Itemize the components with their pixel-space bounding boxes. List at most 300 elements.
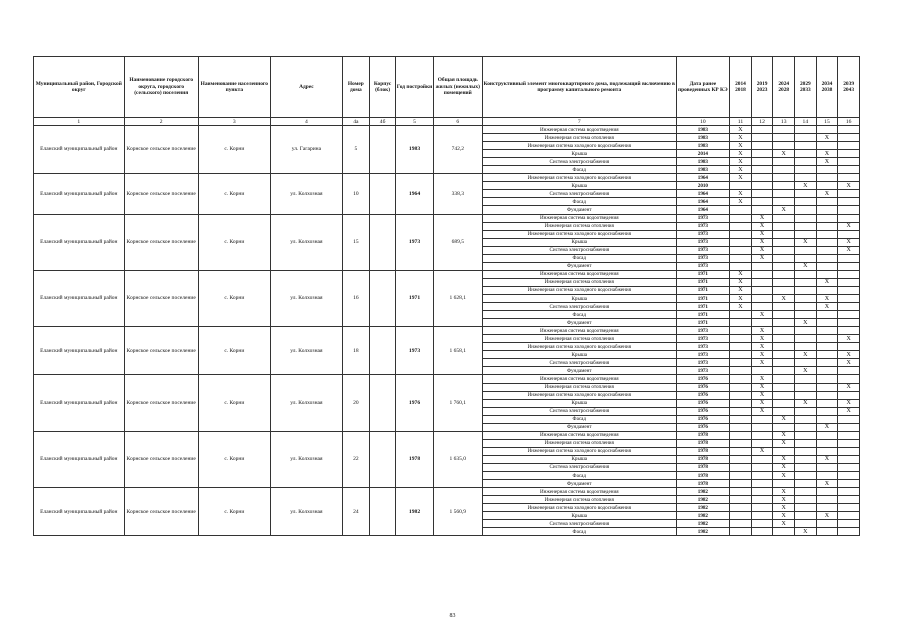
period-mark-cell xyxy=(730,423,752,431)
locality-cell: с. Корни xyxy=(198,431,270,487)
previous-repair-date-cell: 1982 xyxy=(676,496,730,504)
previous-repair-date-cell: 1982 xyxy=(676,512,730,520)
period-mark-cell: X xyxy=(838,335,860,343)
structural-element-cell: Инженерная система отопления xyxy=(482,383,676,391)
period-mark-cell xyxy=(795,391,817,399)
house-number-cell: 15 xyxy=(342,214,369,270)
settlement-cell: Корнское сельское поселение xyxy=(124,375,198,431)
period-mark-cell xyxy=(838,528,860,536)
period-mark-cell xyxy=(816,439,838,447)
period-mark-cell xyxy=(795,278,817,286)
period-mark-cell xyxy=(773,246,795,254)
previous-repair-date-cell: 1976 xyxy=(676,383,730,391)
period-mark-cell: X xyxy=(751,383,773,391)
period-mark-cell: X xyxy=(751,351,773,359)
street-cell: ул. Колхозная xyxy=(270,488,342,536)
column-number: 2 xyxy=(124,118,198,126)
table-row xyxy=(34,327,860,335)
period-mark-cell: X xyxy=(730,142,752,150)
settlement-cell: Корнское сельское поселение xyxy=(124,488,198,536)
period-mark-cell xyxy=(795,206,817,214)
structural-element-cell: Инженерная система отопления xyxy=(482,222,676,230)
construction-year-cell: 1964 xyxy=(396,174,433,214)
settlement-cell: Корнское сельское поселение xyxy=(124,270,198,326)
period-mark-cell xyxy=(773,278,795,286)
previous-repair-date-cell: 1971 xyxy=(676,286,730,294)
period-mark-cell xyxy=(795,126,817,134)
period-mark-cell xyxy=(773,238,795,246)
period-mark-cell xyxy=(795,174,817,182)
table-body xyxy=(34,126,860,536)
column-number: 7 xyxy=(482,118,676,126)
period-mark-cell xyxy=(838,294,860,302)
period-mark-cell: X xyxy=(816,150,838,158)
column-header: Муниципальный район, Городской округ xyxy=(34,57,125,118)
period-mark-cell xyxy=(838,230,860,238)
period-mark-cell xyxy=(795,383,817,391)
column-header: Конструктивный элемент многоквартирного дома, подлежащий включению в программу капитального ремонта xyxy=(482,57,676,118)
table-row xyxy=(34,214,860,222)
period-mark-cell xyxy=(773,134,795,142)
district-cell: Еланский муниципальный район xyxy=(34,375,125,431)
period-mark-cell xyxy=(816,504,838,512)
period-mark-cell xyxy=(730,431,752,439)
period-mark-cell: X xyxy=(730,166,752,174)
period-mark-cell xyxy=(773,214,795,222)
period-mark-cell xyxy=(751,319,773,327)
period-mark-cell xyxy=(795,311,817,319)
period-mark-cell xyxy=(838,262,860,270)
period-mark-cell xyxy=(773,222,795,230)
period-mark-cell xyxy=(751,480,773,488)
period-mark-cell xyxy=(838,303,860,311)
period-mark-cell xyxy=(730,335,752,343)
house-number-cell: 24 xyxy=(342,488,369,536)
house-number-cell: 10 xyxy=(342,174,369,214)
period-mark-cell xyxy=(773,367,795,375)
settlement-cell: Корнское сельское поселение xyxy=(124,126,198,174)
period-mark-cell xyxy=(838,158,860,166)
period-mark-cell xyxy=(730,496,752,504)
period-mark-cell xyxy=(751,488,773,496)
period-mark-cell xyxy=(730,246,752,254)
structural-element-cell: Система электроснабжения xyxy=(482,158,676,166)
period-mark-cell xyxy=(816,254,838,262)
structural-element-cell: Крыша xyxy=(482,238,676,246)
structural-element-cell: Инженерная система холодного водоснабжения xyxy=(482,142,676,150)
house-number-cell: 22 xyxy=(342,431,369,487)
period-mark-cell xyxy=(751,142,773,150)
period-mark-cell: X xyxy=(751,375,773,383)
period-mark-cell xyxy=(795,488,817,496)
period-mark-cell xyxy=(838,423,860,431)
structural-element-cell: Инженерная система водоотведения xyxy=(482,488,676,496)
period-mark-cell: X xyxy=(730,303,752,311)
period-mark-cell xyxy=(773,327,795,335)
period-mark-cell xyxy=(773,343,795,351)
period-mark-cell xyxy=(730,214,752,222)
structural-element-cell: Инженерная система холодного водоснабжения xyxy=(482,391,676,399)
structural-element-cell: Фасад xyxy=(482,311,676,319)
period-mark-cell xyxy=(751,262,773,270)
period-mark-cell xyxy=(816,311,838,319)
period-mark-cell xyxy=(773,480,795,488)
period-mark-cell xyxy=(816,359,838,367)
period-mark-cell xyxy=(816,214,838,222)
period-mark-cell xyxy=(730,238,752,246)
period-mark-cell xyxy=(751,126,773,134)
locality-cell: с. Корни xyxy=(198,327,270,375)
building-block-cell xyxy=(369,327,396,375)
total-area-cell: 338,3 xyxy=(433,174,482,214)
period-mark-cell xyxy=(816,174,838,182)
table-row xyxy=(34,126,860,134)
period-mark-cell: X xyxy=(751,447,773,455)
column-number: 16 xyxy=(838,118,860,126)
period-mark-cell xyxy=(795,375,817,383)
period-mark-cell xyxy=(773,126,795,134)
period-mark-cell: X xyxy=(838,399,860,407)
previous-repair-date-cell: 1973 xyxy=(676,335,730,343)
period-mark-cell xyxy=(795,359,817,367)
period-mark-cell xyxy=(795,166,817,174)
table-row xyxy=(34,431,860,439)
structural-element-cell: Инженерная система водоотведения xyxy=(482,327,676,335)
period-mark-cell xyxy=(816,496,838,504)
previous-repair-date-cell: 1978 xyxy=(676,480,730,488)
period-mark-cell xyxy=(773,270,795,278)
structural-element-cell: Фундамент xyxy=(482,367,676,375)
period-mark-cell xyxy=(816,375,838,383)
period-mark-cell xyxy=(730,367,752,375)
structural-element-cell: Фасад xyxy=(482,472,676,480)
period-mark-cell: X xyxy=(816,190,838,198)
period-mark-cell: X xyxy=(773,496,795,504)
period-mark-cell xyxy=(751,286,773,294)
previous-repair-date-cell: 1983 xyxy=(676,134,730,142)
period-mark-cell xyxy=(816,520,838,528)
previous-repair-date-cell: 1976 xyxy=(676,391,730,399)
column-number: 11 xyxy=(730,118,752,126)
period-mark-cell xyxy=(838,270,860,278)
period-mark-cell xyxy=(816,399,838,407)
period-mark-cell xyxy=(816,286,838,294)
period-mark-cell: X xyxy=(838,407,860,415)
period-mark-cell xyxy=(816,488,838,496)
previous-repair-date-cell: 1971 xyxy=(676,311,730,319)
column-header: 2019 2023 xyxy=(751,57,773,118)
period-mark-cell xyxy=(795,512,817,520)
period-mark-cell xyxy=(816,447,838,455)
column-header: 2034 2038 xyxy=(816,57,838,118)
period-mark-cell: X xyxy=(773,150,795,158)
previous-repair-date-cell: 1964 xyxy=(676,206,730,214)
period-mark-cell xyxy=(751,528,773,536)
previous-repair-date-cell: 1978 xyxy=(676,447,730,455)
period-mark-cell xyxy=(773,311,795,319)
period-mark-cell xyxy=(795,472,817,480)
period-mark-cell: X xyxy=(751,335,773,343)
locality-cell: с. Корни xyxy=(198,214,270,270)
district-cell: Еланский муниципальный район xyxy=(34,488,125,536)
period-mark-cell xyxy=(838,415,860,423)
period-mark-cell: X xyxy=(751,407,773,415)
period-mark-cell xyxy=(730,182,752,190)
structural-element-cell: Система электроснабжения xyxy=(482,190,676,198)
period-mark-cell: X xyxy=(773,504,795,512)
period-mark-cell xyxy=(773,351,795,359)
period-mark-cell: X xyxy=(751,327,773,335)
table-header xyxy=(34,57,860,126)
period-mark-cell: X xyxy=(751,359,773,367)
previous-repair-date-cell: 1982 xyxy=(676,528,730,536)
period-mark-cell xyxy=(773,335,795,343)
column-number: 13 xyxy=(773,118,795,126)
period-mark-cell xyxy=(751,270,773,278)
total-area-cell: 1 658,1 xyxy=(433,327,482,375)
period-mark-cell xyxy=(838,463,860,471)
structural-element-cell: Инженерная система холодного водоснабжения xyxy=(482,230,676,238)
period-mark-cell xyxy=(795,150,817,158)
period-mark-cell: X xyxy=(773,439,795,447)
structural-element-cell: Крыша xyxy=(482,294,676,302)
period-mark-cell: X xyxy=(795,238,817,246)
period-mark-cell xyxy=(816,463,838,471)
structural-element-cell: Система электроснабжения xyxy=(482,359,676,367)
locality-cell: с. Корни xyxy=(198,488,270,536)
column-header: 2014 2018 xyxy=(730,57,752,118)
previous-repair-date-cell: 1973 xyxy=(676,246,730,254)
period-mark-cell xyxy=(816,327,838,335)
period-mark-cell xyxy=(795,246,817,254)
column-header: Номер дома xyxy=(342,57,369,118)
structural-element-cell: Фундамент xyxy=(482,423,676,431)
construction-year-cell: 1976 xyxy=(396,375,433,431)
previous-repair-date-cell: 1978 xyxy=(676,472,730,480)
period-mark-cell: X xyxy=(816,303,838,311)
period-mark-cell xyxy=(816,198,838,206)
table-row xyxy=(34,174,860,182)
period-mark-cell xyxy=(795,134,817,142)
period-mark-cell: X xyxy=(838,351,860,359)
period-mark-cell xyxy=(838,278,860,286)
period-mark-cell xyxy=(751,294,773,302)
period-mark-cell xyxy=(838,375,860,383)
period-mark-cell xyxy=(795,455,817,463)
period-mark-cell xyxy=(795,520,817,528)
previous-repair-date-cell: 1964 xyxy=(676,190,730,198)
period-mark-cell xyxy=(816,230,838,238)
building-block-cell xyxy=(369,214,396,270)
period-mark-cell: X xyxy=(773,463,795,471)
period-mark-cell xyxy=(773,528,795,536)
period-mark-cell xyxy=(773,423,795,431)
period-mark-cell xyxy=(751,367,773,375)
table-row xyxy=(34,375,860,383)
previous-repair-date-cell: 1971 xyxy=(676,270,730,278)
previous-repair-date-cell: 1976 xyxy=(676,407,730,415)
period-mark-cell: X xyxy=(730,174,752,182)
period-mark-cell xyxy=(795,190,817,198)
period-mark-cell xyxy=(751,472,773,480)
period-mark-cell xyxy=(795,303,817,311)
period-mark-cell: X xyxy=(838,359,860,367)
period-mark-cell xyxy=(795,335,817,343)
period-mark-cell xyxy=(730,327,752,335)
column-number: 5 xyxy=(396,118,433,126)
structural-element-cell: Инженерная система отопления xyxy=(482,134,676,142)
period-mark-cell xyxy=(838,254,860,262)
column-header: Общая площадь жилых (нежилых) помещений xyxy=(433,57,482,118)
period-mark-cell xyxy=(838,327,860,335)
period-mark-cell: X xyxy=(838,238,860,246)
column-headers-row xyxy=(34,57,860,118)
structural-element-cell: Инженерная система холодного водоснабжения xyxy=(482,447,676,455)
period-mark-cell xyxy=(795,480,817,488)
structural-element-cell: Система электроснабжения xyxy=(482,246,676,254)
table-row xyxy=(34,488,860,496)
period-mark-cell xyxy=(730,504,752,512)
period-mark-cell xyxy=(773,407,795,415)
period-mark-cell xyxy=(838,391,860,399)
building-block-cell xyxy=(369,174,396,214)
column-header: Год постройки xyxy=(396,57,433,118)
period-mark-cell xyxy=(730,319,752,327)
capital-repair-program-table xyxy=(33,56,860,536)
column-number: 14 xyxy=(795,118,817,126)
structural-element-cell: Инженерная система холодного водоснабжения xyxy=(482,174,676,182)
period-mark-cell: X xyxy=(773,488,795,496)
period-mark-cell xyxy=(816,246,838,254)
period-mark-cell xyxy=(838,286,860,294)
period-mark-cell xyxy=(773,319,795,327)
period-mark-cell xyxy=(751,198,773,206)
total-area-cell: 742,2 xyxy=(433,126,482,174)
period-mark-cell: X xyxy=(730,278,752,286)
structural-element-cell: Инженерная система водоотведения xyxy=(482,270,676,278)
period-mark-cell xyxy=(730,415,752,423)
period-mark-cell xyxy=(751,415,773,423)
period-mark-cell: X xyxy=(730,286,752,294)
period-mark-cell xyxy=(816,238,838,246)
period-mark-cell xyxy=(838,319,860,327)
period-mark-cell xyxy=(795,142,817,150)
period-mark-cell: X xyxy=(751,391,773,399)
previous-repair-date-cell: 1983 xyxy=(676,166,730,174)
period-mark-cell xyxy=(773,383,795,391)
period-mark-cell xyxy=(730,351,752,359)
period-mark-cell: X xyxy=(816,512,838,520)
street-cell: ул. Колхозная xyxy=(270,174,342,214)
period-mark-cell: X xyxy=(751,246,773,254)
settlement-cell: Корнское сельское поселение xyxy=(124,214,198,270)
previous-repair-date-cell: 1982 xyxy=(676,504,730,512)
period-mark-cell xyxy=(751,303,773,311)
period-mark-cell xyxy=(730,399,752,407)
period-mark-cell: X xyxy=(751,214,773,222)
period-mark-cell: X xyxy=(838,222,860,230)
structural-element-cell: Инженерная система отопления xyxy=(482,278,676,286)
previous-repair-date-cell: 1982 xyxy=(676,520,730,528)
period-mark-cell xyxy=(838,214,860,222)
period-mark-cell xyxy=(773,375,795,383)
period-mark-cell xyxy=(730,311,752,319)
period-mark-cell xyxy=(795,407,817,415)
column-header: Наименование городского округа, городского (сельского) поселения xyxy=(124,57,198,118)
period-mark-cell: X xyxy=(838,383,860,391)
period-mark-cell xyxy=(838,520,860,528)
period-mark-cell xyxy=(773,166,795,174)
period-mark-cell xyxy=(730,480,752,488)
period-mark-cell xyxy=(838,343,860,351)
settlement-cell: Корнское сельское поселение xyxy=(124,174,198,214)
building-block-cell xyxy=(369,126,396,174)
district-cell: Еланский муниципальный район xyxy=(34,327,125,375)
period-mark-cell xyxy=(838,455,860,463)
period-mark-cell xyxy=(730,230,752,238)
structural-element-cell: Фундамент xyxy=(482,262,676,270)
street-cell: ул. Колхозная xyxy=(270,375,342,431)
period-mark-cell xyxy=(838,480,860,488)
period-mark-cell xyxy=(795,158,817,166)
period-mark-cell xyxy=(751,278,773,286)
period-mark-cell: X xyxy=(751,399,773,407)
period-mark-cell: X xyxy=(773,472,795,480)
previous-repair-date-cell: 1982 xyxy=(676,488,730,496)
period-mark-cell xyxy=(795,447,817,455)
period-mark-cell xyxy=(730,254,752,262)
building-block-cell xyxy=(369,270,396,326)
period-mark-cell xyxy=(773,399,795,407)
structural-element-cell: Инженерная система водоотведения xyxy=(482,126,676,134)
settlement-cell: Корнское сельское поселение xyxy=(124,431,198,487)
period-mark-cell xyxy=(795,222,817,230)
construction-year-cell: 1982 xyxy=(396,488,433,536)
previous-repair-date-cell: 1964 xyxy=(676,198,730,206)
period-mark-cell xyxy=(816,528,838,536)
period-mark-cell: X xyxy=(838,246,860,254)
period-mark-cell: X xyxy=(773,512,795,520)
period-mark-cell xyxy=(751,504,773,512)
settlement-cell: Корнское сельское поселение xyxy=(124,327,198,375)
house-number-cell: 20 xyxy=(342,375,369,431)
previous-repair-date-cell: 1971 xyxy=(676,303,730,311)
period-mark-cell: X xyxy=(816,278,838,286)
period-mark-cell: X xyxy=(730,190,752,198)
period-mark-cell xyxy=(773,303,795,311)
period-mark-cell xyxy=(816,270,838,278)
previous-repair-date-cell: 2010 xyxy=(676,182,730,190)
street-cell: ул. Гагарина xyxy=(270,126,342,174)
period-mark-cell xyxy=(751,496,773,504)
building-block-cell xyxy=(369,375,396,431)
column-header: 2024 2028 xyxy=(773,57,795,118)
period-mark-cell xyxy=(730,528,752,536)
period-mark-cell xyxy=(751,423,773,431)
period-mark-cell xyxy=(795,496,817,504)
period-mark-cell xyxy=(816,407,838,415)
structural-element-cell: Крыша xyxy=(482,351,676,359)
period-mark-cell xyxy=(773,391,795,399)
column-number: 6 xyxy=(433,118,482,126)
period-mark-cell xyxy=(730,222,752,230)
period-mark-cell: X xyxy=(751,311,773,319)
period-mark-cell xyxy=(751,174,773,182)
period-mark-cell xyxy=(838,174,860,182)
total-area-cell: 1 628,1 xyxy=(433,270,482,326)
period-mark-cell xyxy=(751,134,773,142)
previous-repair-date-cell: 1973 xyxy=(676,238,730,246)
